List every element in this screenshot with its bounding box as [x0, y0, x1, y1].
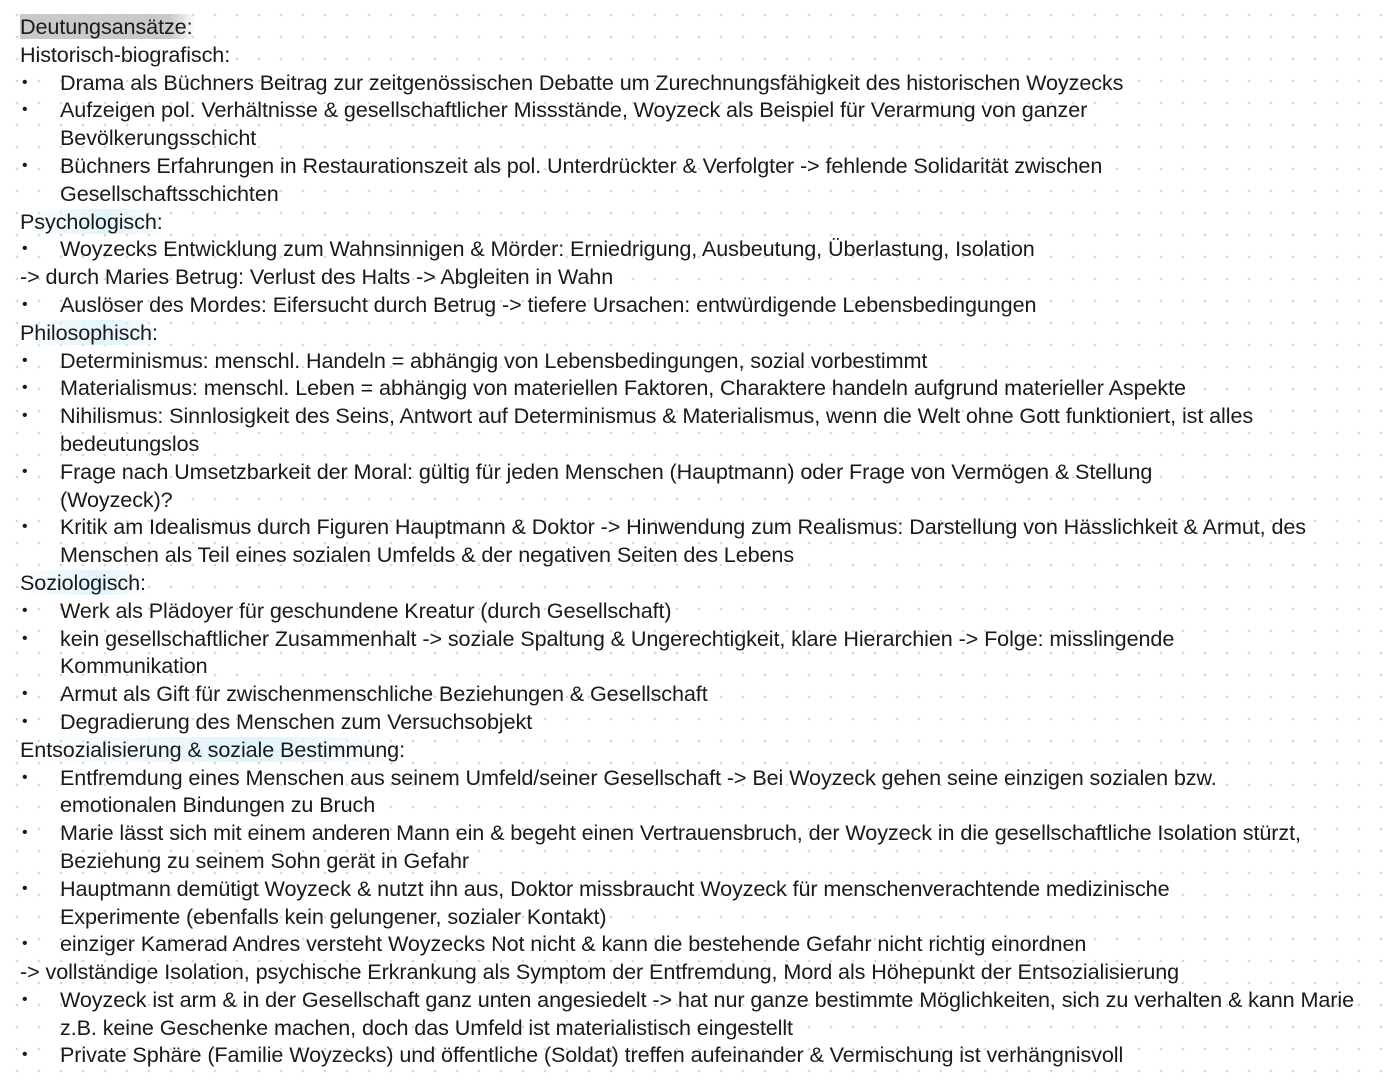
list-item: • Armut als Gift für zwischenmenschliche Beziehungen & Gesellschaft: [22, 681, 708, 707]
section-heading-soziologisch: Soziologisch:: [20, 569, 1388, 597]
list-item: • Determinismus: menschl. Handeln = abhängig von Lebensbedingungen, sozial vorbestimmt: [22, 347, 928, 373]
list-item: • Marie lässt sich mit einem anderen Mann ein & begeht einen Vertrauensbruch, der Woyzeck in die gesellschaftliche Isolation stürzt, Beziehung zu seinem Sohn gerät in Gefahr: [22, 820, 1301, 873]
bullet-icon: •: [22, 768, 28, 786]
section-heading-philosophisch: Philosophisch:: [20, 319, 1388, 347]
bullet-icon: •: [22, 407, 28, 425]
bullet-icon: •: [22, 295, 28, 313]
note-page: [20, 13, 1388, 1069]
bullet-icon: •: [22, 629, 28, 647]
section-heading-entsozialisierung: Entsozialisierung & soziale Bestimmung:: [20, 736, 1388, 764]
section-heading-psychologisch: Psychologisch:: [20, 208, 1388, 236]
bullet-icon: •: [22, 101, 28, 119]
bullet-icon: •: [22, 879, 28, 897]
bullet-icon: •: [22, 601, 28, 619]
bullet-icon: •: [22, 712, 28, 730]
bullet-icon: •: [22, 156, 28, 174]
bullet-icon: •: [22, 935, 28, 953]
list-item: • Entfremdung eines Menschen aus seinem Umfeld/seiner Gesellschaft -> Bei Woyzeck gehen seine einzigen sozialen bzw. emotionalen Bindungen zu Bruch: [22, 764, 1217, 818]
bullet-icon: •: [22, 1046, 28, 1064]
list-item: • Aufzeigen pol. Verhältnisse & gesellschaftlicher Missstände, Woyzeck als Beispiel für Verarmung von ganzer Bevölkerungsschicht: [22, 97, 1088, 151]
list-item: • Private Sphäre (Familie Woyzecks) und öffentliche (Soldat) treffen aufeinander & Vermischung ist verhängnisvoll: [22, 1042, 1124, 1068]
bullet-icon: •: [22, 518, 28, 536]
bullet-icon: •: [22, 351, 28, 369]
arrow-note: -> vollständige Isolation, psychische Erkrankung als Symptom der Entfremdung, Mord als Höhepunkt der Entsozialisierung: [20, 959, 1180, 985]
bullet-icon: •: [22, 824, 28, 842]
list-item: • Frage nach Umsetzbarkeit der Moral: gültig für jeden Menschen (Hauptmann) oder Frage von Vermögen & Stellung (Woyzeck)?: [22, 458, 1153, 512]
list-item: • Degradierung des Menschen zum Versuchsobjekt: [22, 708, 533, 734]
list-item: • Nihilismus: Sinnlosigkeit des Seins, Antwort auf Determinismus & Materialismus, wenn die Welt ohne Gott funktioniert, ist alles bedeutungslos: [22, 403, 1254, 456]
arrow-note: -> durch Maries Betrug: Verlust des Halts -> Abgleiten in Wahn: [20, 264, 614, 290]
bullet-icon: •: [22, 990, 28, 1008]
section-heading-historisch: Historisch-biografisch:: [20, 41, 231, 67]
list-item: • Auslöser des Mordes: Eifersucht durch Betrug -> tiefere Ursachen: entwürdigende Lebensbedingungen: [22, 291, 1037, 317]
list-item: • kein gesellschaftlicher Zusammenhalt -> soziale Spaltung & Ungerechtigkeit, klare Hierarchien -> Folge: misslingende Kommunikation: [22, 625, 1175, 679]
list-item: • Drama als Büchners Beitrag zur zeitgenössischen Debatte um Zurechnungsfähigkeit des historischen Woyzecks: [22, 69, 1124, 95]
page-title: Deutungsansätze:: [20, 13, 1388, 41]
list-item: • Kritik am Idealismus durch Figuren Hauptmann & Doktor -> Hinwendung zum Realismus: Darstellung von Hässlichkeit & Armut, des Menschen als Teil eines sozialen Umfelds & der negativen Seiten des Lebens: [22, 514, 1306, 568]
bullet-icon: •: [22, 379, 28, 397]
list-item: • Woyzecks Entwicklung zum Wahnsinnigen & Mörder: Erniedrigung, Ausbeutung, Überlastung, Isolation: [22, 236, 1035, 262]
bullet-icon: •: [22, 685, 28, 703]
list-item: • Hauptmann demütigt Woyzeck & nutzt ihn aus, Doktor missbraucht Woyzeck für menschenverachtende medizinische Experimente (ebenfalls kein gelungener, sozialer Kontakt): [22, 875, 1170, 929]
bullet-icon: •: [22, 240, 28, 258]
list-item: • Werk als Plädoyer für geschundene Kreatur (durch Gesellschaft): [22, 597, 672, 623]
bullet-icon: •: [22, 462, 28, 480]
list-item: • einziger Kamerad Andres versteht Woyzecks Not nicht & kann die bestehende Gefahr nicht richtig einordnen: [22, 931, 1087, 957]
list-item: • Materialismus: menschl. Leben = abhängig von materiellen Faktoren, Charaktere handeln aufgrund materieller Aspekte: [22, 375, 1186, 401]
bullet-icon: •: [22, 73, 28, 91]
list-item: • Büchners Erfahrungen in Restaurationszeit als pol. Unterdrückter & Verfolgter -> fehlende Solidarität zwischen Gesellschaftsschichten: [22, 152, 1103, 206]
list-item: • Woyzeck ist arm & in der Gesellschaft ganz unten angesiedelt -> hat nur ganze bestimmte Möglichkeiten, sich zu verhalten & kann Marie z.B. keine Geschenke machen, doch das Umfeld ist materialistisch eingestellt: [22, 986, 1354, 1040]
